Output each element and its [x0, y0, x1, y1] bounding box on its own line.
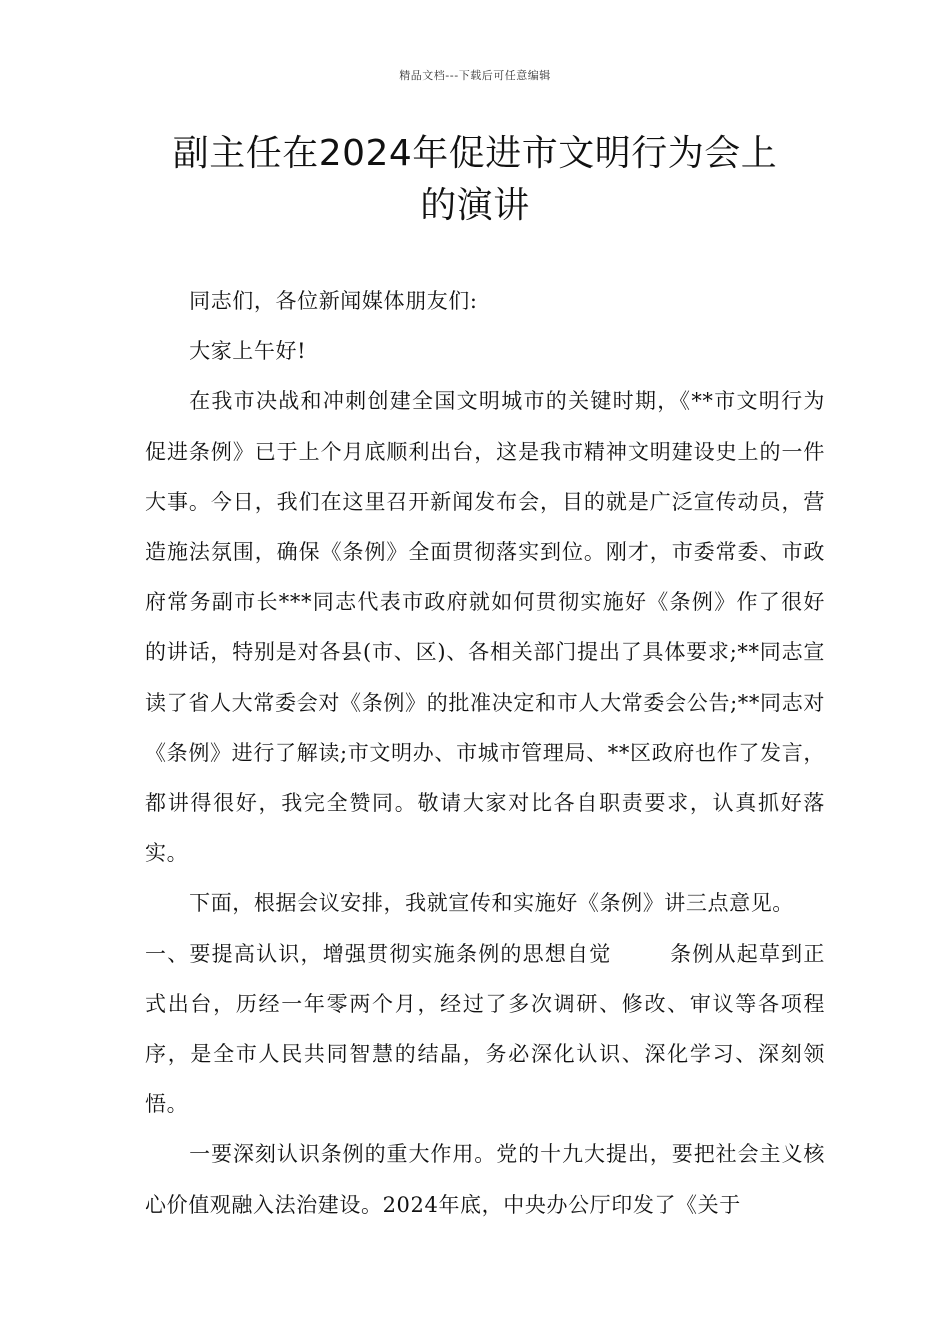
section-1-paragraph [145, 929, 825, 1130]
title-line-2: 的演讲 [420, 185, 530, 226]
document-title [120, 128, 830, 232]
greeting-paragraph: 大家上午好! [189, 339, 307, 364]
document-header-note: 精品文档---下载后可任意编辑 [399, 69, 551, 82]
salutation-paragraph: 同志们，各位新闻媒体朋友们: [189, 289, 478, 313]
section-1-text: 条例从起草到正式出台，历经一年零两个月，经过了多次调研、修改、审议等各项程序，是全市人民共同智慧的结晶，务必深化认识、深化学习、深刻领悟。 [145, 941, 825, 1117]
last-paragraph: 一要深刻认识条例的重大作用。党的十九大提出，要把社会主义核心价值观融入法治建设。2024年底，中央办公厅印发了《关于 [145, 1142, 825, 1217]
section-1-heading: 一、要提高认识，增强贯彻实施条例的思想自觉 [145, 941, 612, 966]
title-line-1: 副主任在2024年促进市文明行为会上 [172, 133, 778, 174]
agenda-paragraph: 下面，根据会议安排，我就宣传和实施好《条例》讲三点意见。 [189, 891, 794, 916]
document-body [145, 276, 825, 1230]
intro-paragraph: 在我市决战和冲刺创建全国文明城市的关键时期，《**市文明行为促进条例》已于上个月底顺利出台，这是我市精神文明建设史上的一件大事。今日，我们在这里召开新闻发布会，目的就是广泛宣传动员，营造施法氛围，确保《条例》全面贯彻落实到位。刚才，市委常委、市政府常务副市长***同志代表市政府就如何贯彻实施好《条例》作了很好的讲话，特别是对各县(市、区)、各相关部门提出了具体要求;**同志宣读了省人大常委会对《条例》的批准决定和市人大常委会公告;**同志对《条例》进行了解读;市文明办、市城市管理局、**区政府也作了发言，都讲得很好，我完全赞同。敬请大家对比各自职责要求，认真抓好落实。 [145, 389, 825, 866]
